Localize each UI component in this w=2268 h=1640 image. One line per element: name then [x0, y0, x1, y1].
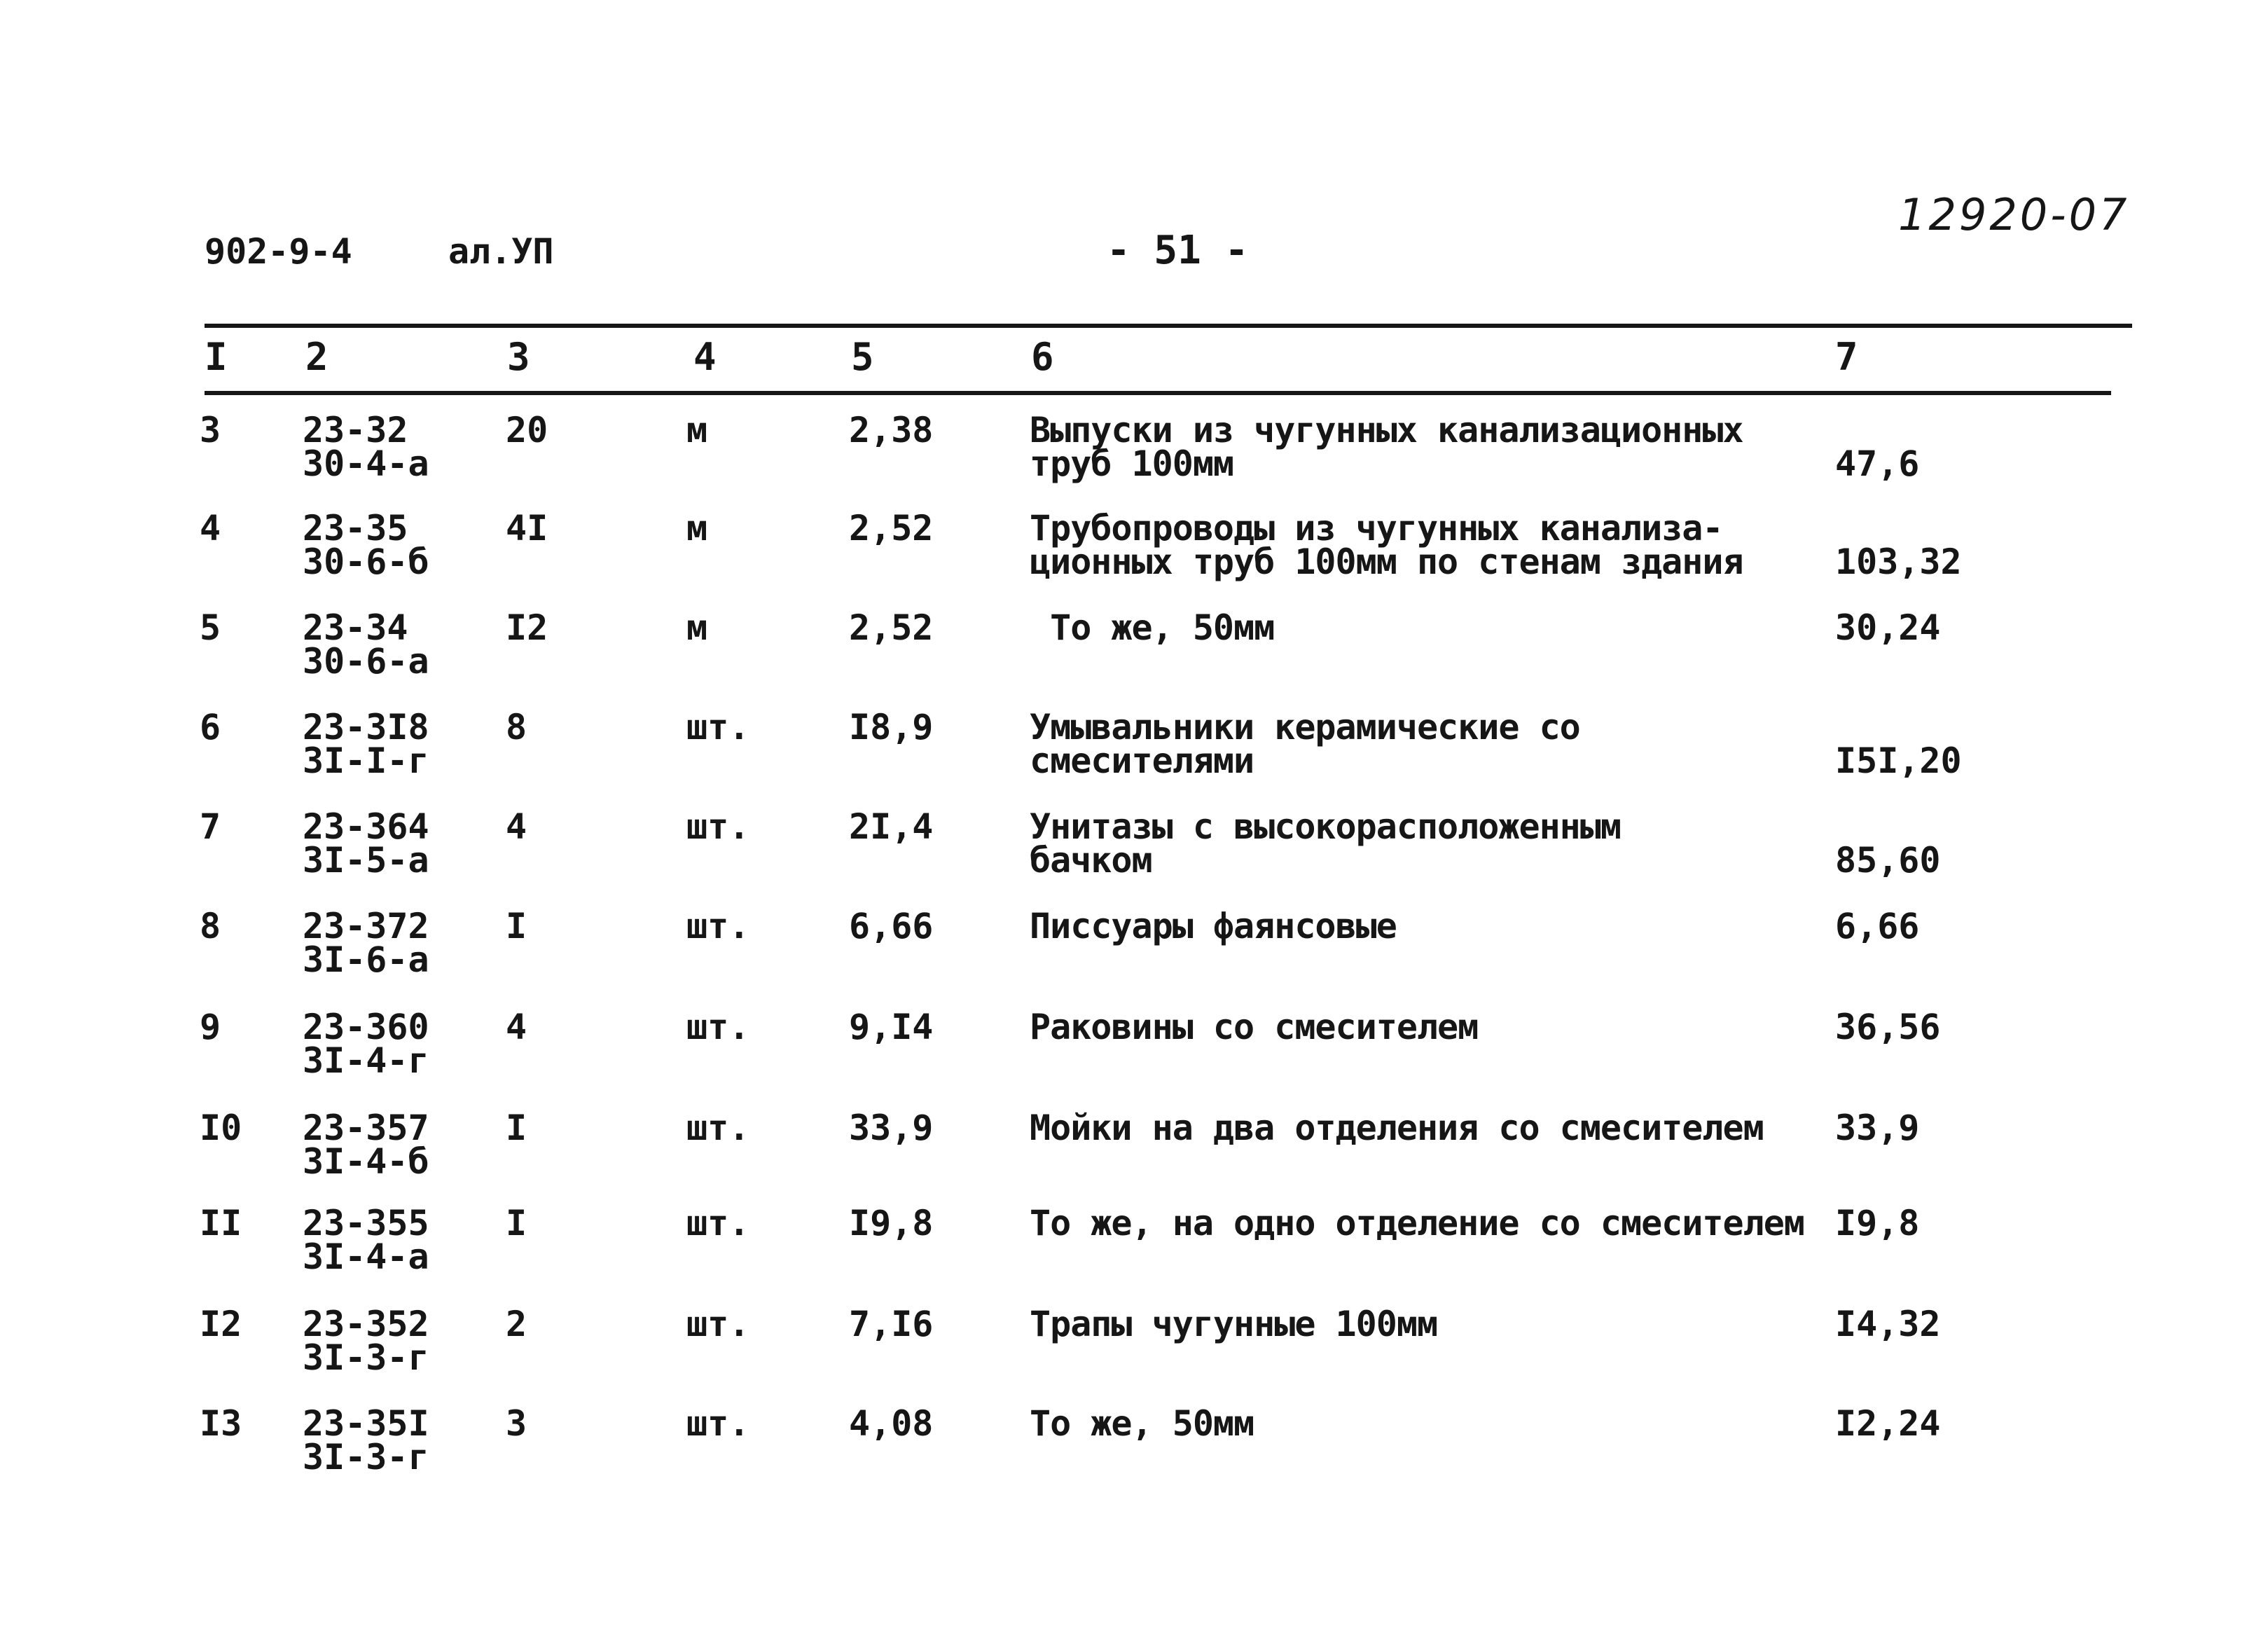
row-number: I2 [200, 1304, 242, 1344]
description-line1: То же, 50мм [1030, 1403, 1254, 1444]
table-row [0, 1108, 2268, 1209]
rate-code-line2: 30-4-а [303, 443, 429, 484]
row-number: I0 [200, 1108, 242, 1148]
rate-code-line1: 23-352 [303, 1304, 429, 1344]
corner-number: 12920-07 [1898, 189, 2130, 240]
description [1030, 1203, 1804, 1243]
table-row [0, 707, 2268, 808]
table-row [0, 410, 2268, 511]
rate-code-line1: 23-35I [303, 1403, 429, 1444]
table-top-rule [205, 324, 2132, 328]
total-cost: I5I,20 [1835, 740, 1962, 781]
quantity: 4 [506, 1007, 527, 1047]
rate-code [303, 410, 429, 484]
description-line1: Мойки на два отделения со смесителем [1030, 1108, 1764, 1148]
table-row [0, 906, 2268, 1007]
header-bottom-rule [205, 391, 2111, 395]
description [1030, 1304, 1438, 1344]
total-cost: 30,24 [1835, 607, 1941, 648]
unit: шт. [686, 1304, 750, 1344]
row-number: I3 [200, 1403, 242, 1444]
rate-code-line2: 3I-3-г [303, 1437, 429, 1477]
quantity: 4I [506, 508, 548, 549]
rate-code-line2: 3I-I-г [303, 740, 429, 781]
quantity: 4 [506, 806, 527, 847]
description [1030, 1108, 1764, 1148]
quantity: 3 [506, 1403, 527, 1444]
unit: шт. [686, 1403, 750, 1444]
rate-code-line2: 3I-6-а [303, 939, 429, 980]
row-number: 6 [200, 707, 221, 747]
rate-code-line1: 23-372 [303, 906, 429, 946]
description [1030, 607, 1275, 648]
document-code: 902-9-4 [205, 231, 352, 272]
unit-price: 2,52 [849, 508, 934, 549]
description [1030, 410, 1743, 484]
unit-price: 33,9 [849, 1108, 934, 1148]
total-cost: 33,9 [1835, 1108, 1920, 1148]
table-row [0, 607, 2268, 709]
rate-code [303, 508, 429, 582]
rate-code [303, 707, 429, 781]
description-line2: бачком [1030, 840, 1152, 881]
rate-code [303, 806, 429, 881]
column-header-7: 7 [1835, 335, 1858, 379]
album-label: ал.УП [448, 231, 554, 272]
total-cost: 36,56 [1835, 1007, 1941, 1047]
description-line2: труб 100мм [1030, 443, 1234, 484]
table-row [0, 1304, 2268, 1405]
unit: м [686, 508, 708, 549]
table-row [0, 1007, 2268, 1108]
unit: шт. [686, 806, 750, 847]
total-cost: 85,60 [1835, 840, 1941, 881]
quantity: I2 [506, 607, 548, 648]
unit: шт. [686, 707, 750, 747]
rate-code-line2: 3I-5-а [303, 840, 429, 881]
rate-code-line2: 30-6-б [303, 542, 429, 582]
description [1030, 906, 1397, 946]
unit-price: 2,52 [849, 607, 934, 648]
rate-code [303, 1108, 429, 1182]
quantity: I [506, 1203, 527, 1243]
description-line2: ционных труб 100мм по стенам здания [1030, 542, 1743, 582]
rate-code-line1: 23-35 [303, 508, 408, 549]
page-number: - 51 - [1107, 228, 1249, 273]
table-row [0, 508, 2268, 609]
unit: шт. [686, 1203, 750, 1243]
rate-code-line1: 23-364 [303, 806, 429, 847]
description-line1: Трубопроводы из чугунных канализа- [1030, 508, 1723, 549]
unit: м [686, 410, 708, 450]
description [1030, 707, 1580, 781]
unit-price: 2,38 [849, 410, 934, 450]
unit-price: 7,I6 [849, 1304, 934, 1344]
unit-price: 9,I4 [849, 1007, 934, 1047]
description-line1: Трапы чугунные 100мм [1030, 1304, 1438, 1344]
total-cost: I9,8 [1835, 1203, 1920, 1243]
rate-code-line1: 23-357 [303, 1108, 429, 1148]
total-cost: I4,32 [1835, 1304, 1941, 1344]
rate-code-line1: 23-34 [303, 607, 408, 648]
column-header-1: I [205, 335, 228, 379]
unit: шт. [686, 1007, 750, 1047]
quantity: I [506, 906, 527, 946]
row-number: 5 [200, 607, 221, 648]
total-cost: 47,6 [1835, 443, 1920, 484]
description [1030, 1007, 1479, 1047]
description-line1: Раковины со смесителем [1030, 1007, 1479, 1047]
unit-price: 4,08 [849, 1403, 934, 1444]
row-number: 8 [200, 906, 221, 946]
rate-code [303, 1403, 429, 1477]
description-line1: Унитазы с высокорасположенным [1030, 806, 1621, 847]
rate-code-line2: 3I-4-а [303, 1236, 429, 1277]
row-number: 3 [200, 410, 221, 450]
rate-code [303, 906, 429, 980]
unit: шт. [686, 1108, 750, 1148]
rate-code-line2: 30-6-а [303, 641, 429, 682]
column-header-4: 4 [693, 335, 717, 379]
column-header-6: 6 [1031, 335, 1054, 379]
column-header-2: 2 [305, 335, 329, 379]
rate-code [303, 1304, 429, 1378]
description-line1: Выпуски из чугунных канализационных [1030, 410, 1743, 450]
table-row [0, 806, 2268, 908]
description [1030, 508, 1743, 582]
description-line1: Писсуары фаянсовые [1030, 906, 1397, 946]
rate-code-line1: 23-355 [303, 1203, 429, 1243]
row-number: 7 [200, 806, 221, 847]
description-line2: смесителями [1030, 740, 1254, 781]
total-cost: 6,66 [1835, 906, 1920, 946]
total-cost: 103,32 [1835, 542, 1962, 582]
unit-price: I8,9 [849, 707, 934, 747]
description [1030, 806, 1621, 881]
description-line1: Умывальники керамические со [1030, 707, 1580, 747]
description-line1: То же, 50мм [1030, 607, 1275, 648]
unit-price: 6,66 [849, 906, 934, 946]
rate-code [303, 1007, 429, 1081]
total-cost: I2,24 [1835, 1403, 1941, 1444]
unit-price: I9,8 [849, 1203, 934, 1243]
rate-code-line2: 3I-4-г [303, 1040, 429, 1081]
rate-code [303, 607, 429, 682]
description [1030, 1403, 1254, 1444]
unit-price: 2I,4 [849, 806, 934, 847]
rate-code-line1: 23-360 [303, 1007, 429, 1047]
column-header-3: 3 [507, 335, 530, 379]
table-row [0, 1203, 2268, 1304]
row-number: II [200, 1203, 242, 1243]
description-line1: То же, на одно отделение со смесителем [1030, 1203, 1804, 1243]
row-number: 9 [200, 1007, 221, 1047]
quantity: 20 [506, 410, 548, 450]
row-number: 4 [200, 508, 221, 549]
rate-code-line1: 23-32 [303, 410, 408, 450]
rate-code [303, 1203, 429, 1277]
table-row [0, 1403, 2268, 1505]
unit: шт. [686, 906, 750, 946]
rate-code-line2: 3I-4-б [303, 1141, 429, 1182]
quantity: I [506, 1108, 527, 1148]
column-header-5: 5 [851, 335, 874, 379]
unit: м [686, 607, 708, 648]
quantity: 8 [506, 707, 527, 747]
quantity: 2 [506, 1304, 527, 1344]
rate-code-line1: 23-3I8 [303, 707, 429, 747]
rate-code-line2: 3I-3-г [303, 1337, 429, 1378]
